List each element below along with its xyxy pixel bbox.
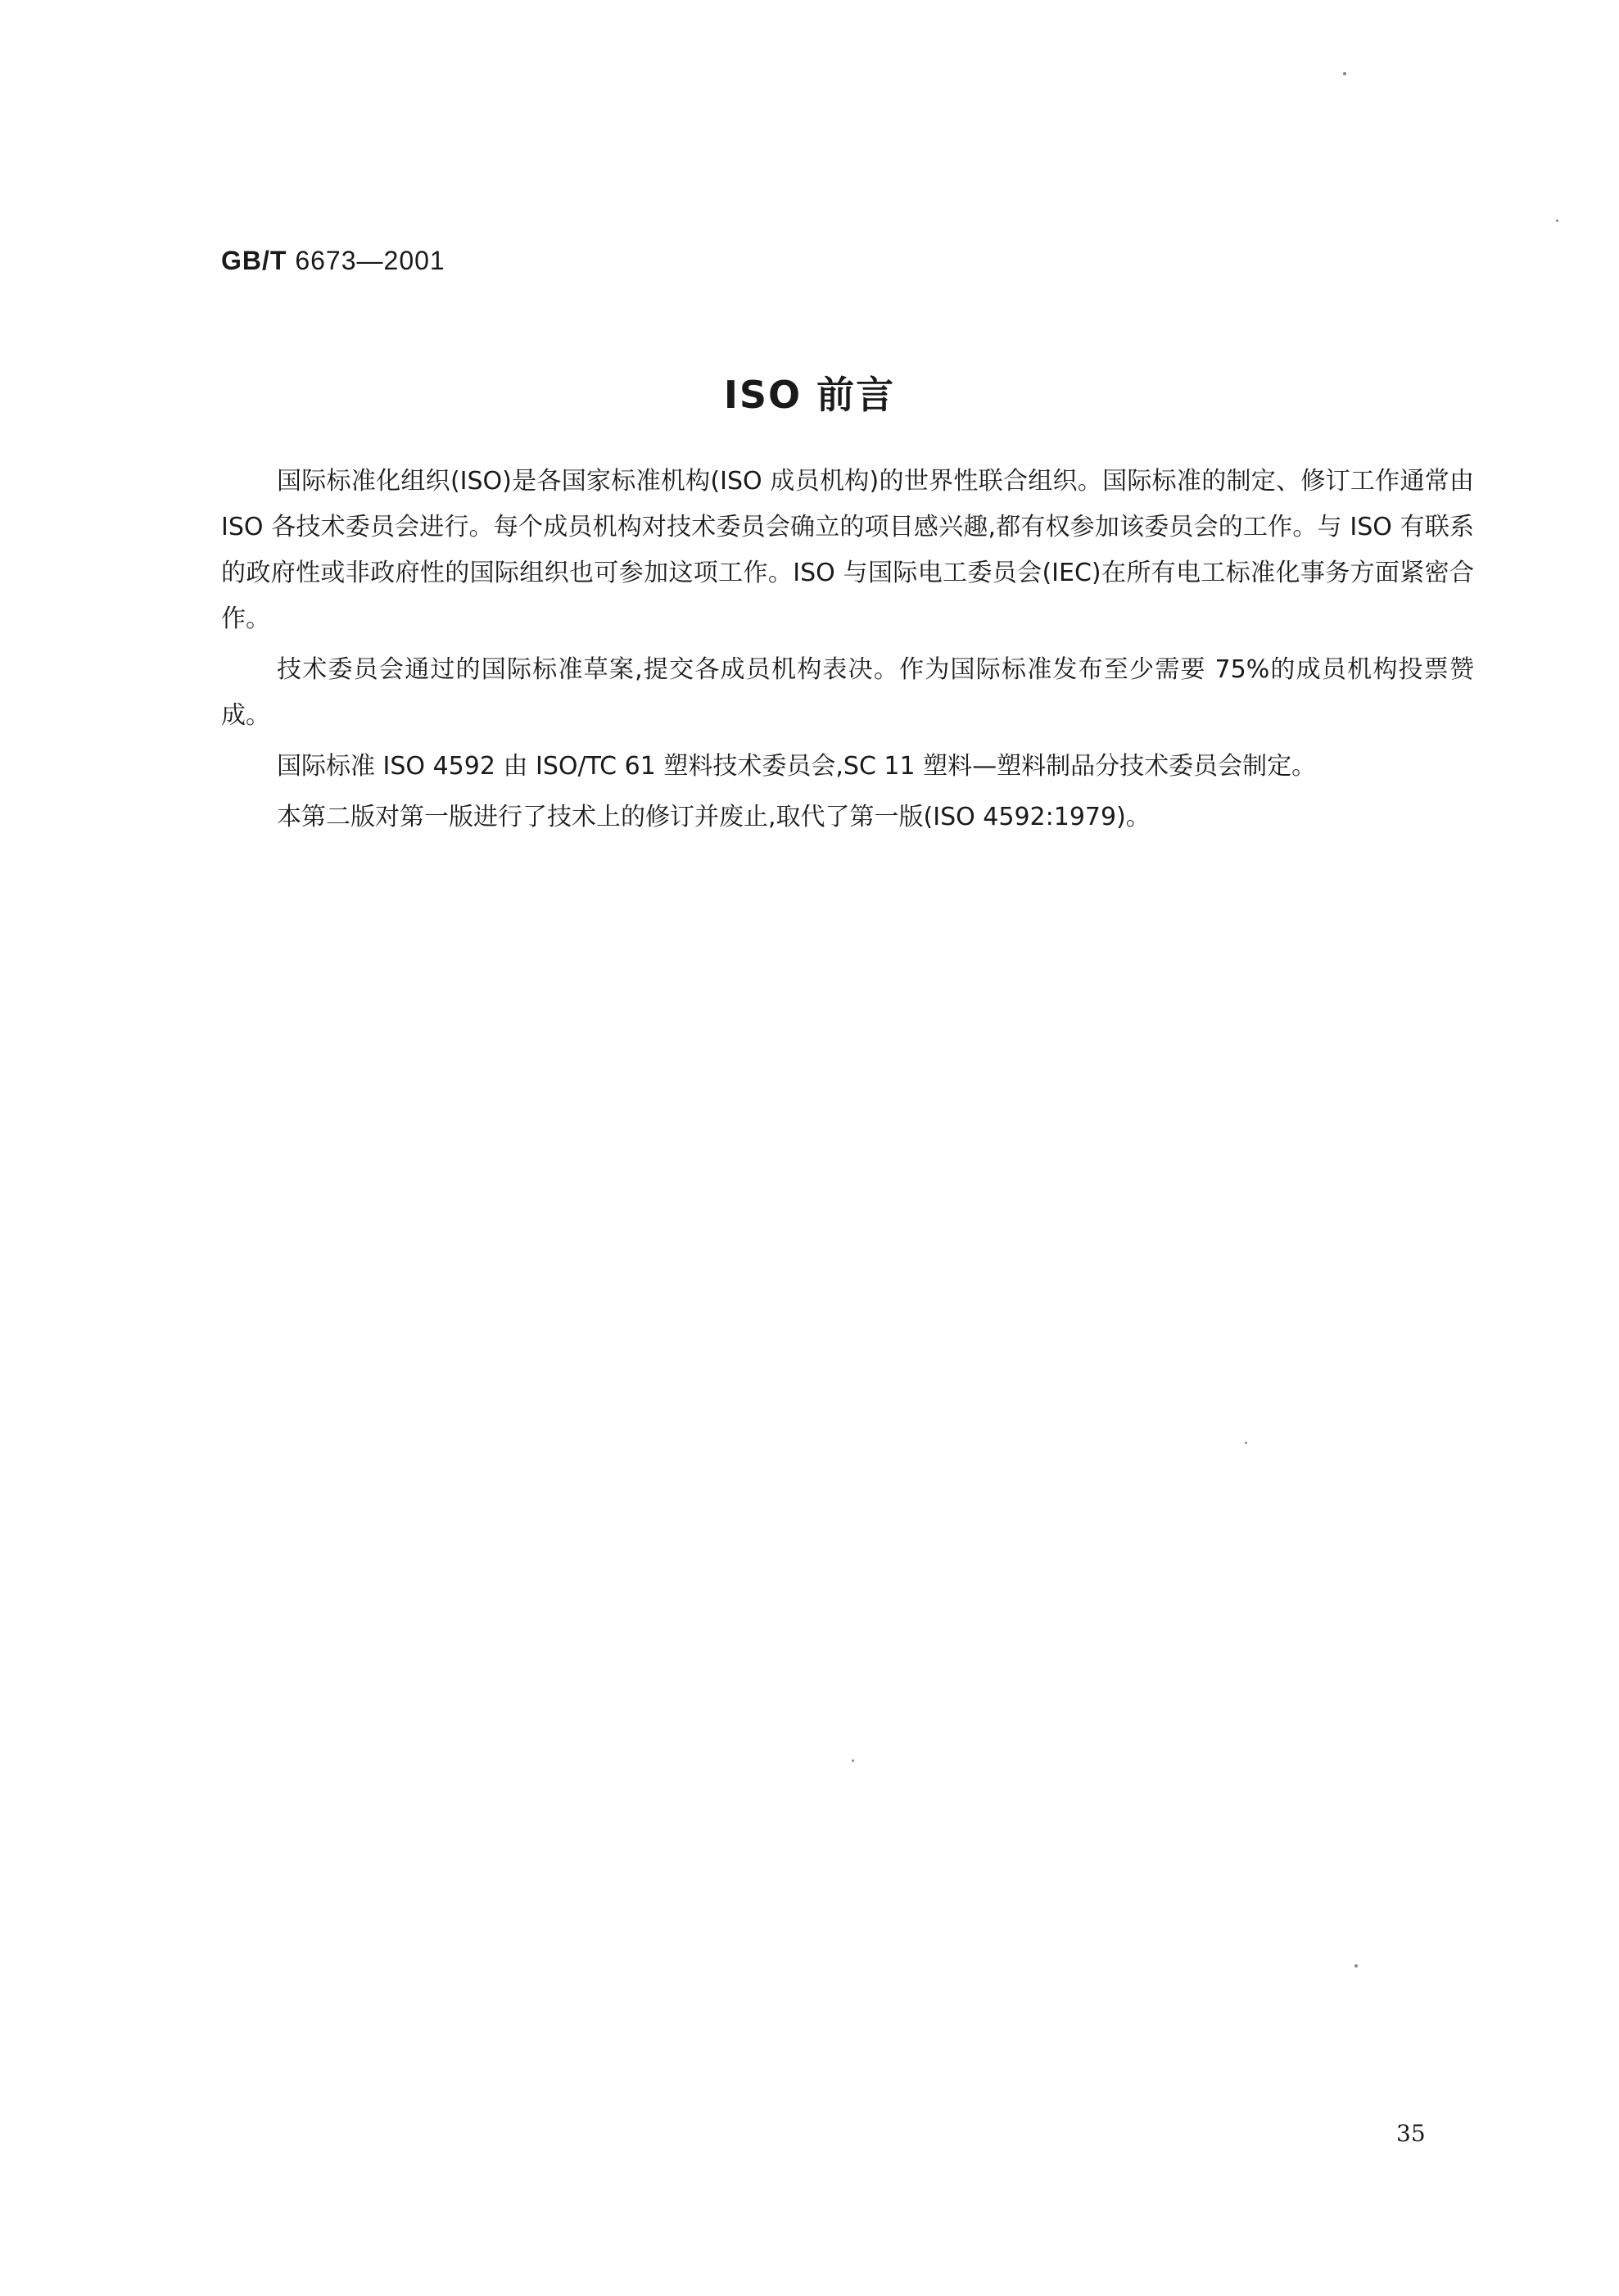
paragraph-3: 国际标准 ISO 4592 由 ISO/TC 61 塑料技术委员会,SC 11 塑料—塑料制品分技术委员会制定。: [277, 752, 1317, 781]
page-title: ISO 前言: [723, 373, 896, 417]
paragraph-2: 技术委员会通过的国际标准草案,提交各成员机构表决。作为国际标准发布至少需要 75%的成员机构投票赞成。: [221, 655, 1474, 730]
standard-number: 6673—2001: [295, 246, 445, 275]
page-number: 35: [1396, 2120, 1426, 2147]
scan-speck: [852, 1759, 854, 1762]
scan-speck: [1354, 1964, 1358, 1968]
scan-speck: [1556, 220, 1558, 222]
standard-prefix: GB/T: [221, 246, 287, 275]
body-text: [221, 459, 1474, 845]
paragraph-1: 国际标准化组织(ISO)是各国家标准机构(ISO 成员机构)的世界性联合组织。国际标准的制定、修订工作通常由 ISO 各技术委员会进行。每个成员机构对技术委员会确立的项目感兴趣,都有权参加该委员会的工作。与 ISO 有联系的政府性或非政府性的国际组织也可参加这项工作。ISO 与国际电工委员会(IEC)在所有电工标准化事务方面紧密合作。: [221, 467, 1474, 633]
standard-code: [221, 246, 445, 276]
paragraph-4: 本第二版对第一版进行了技术上的修订并废止,取代了第一版(ISO 4592:1979)。: [277, 803, 1151, 831]
scan-speck: [1245, 1442, 1247, 1444]
scan-speck: [1343, 72, 1346, 75]
